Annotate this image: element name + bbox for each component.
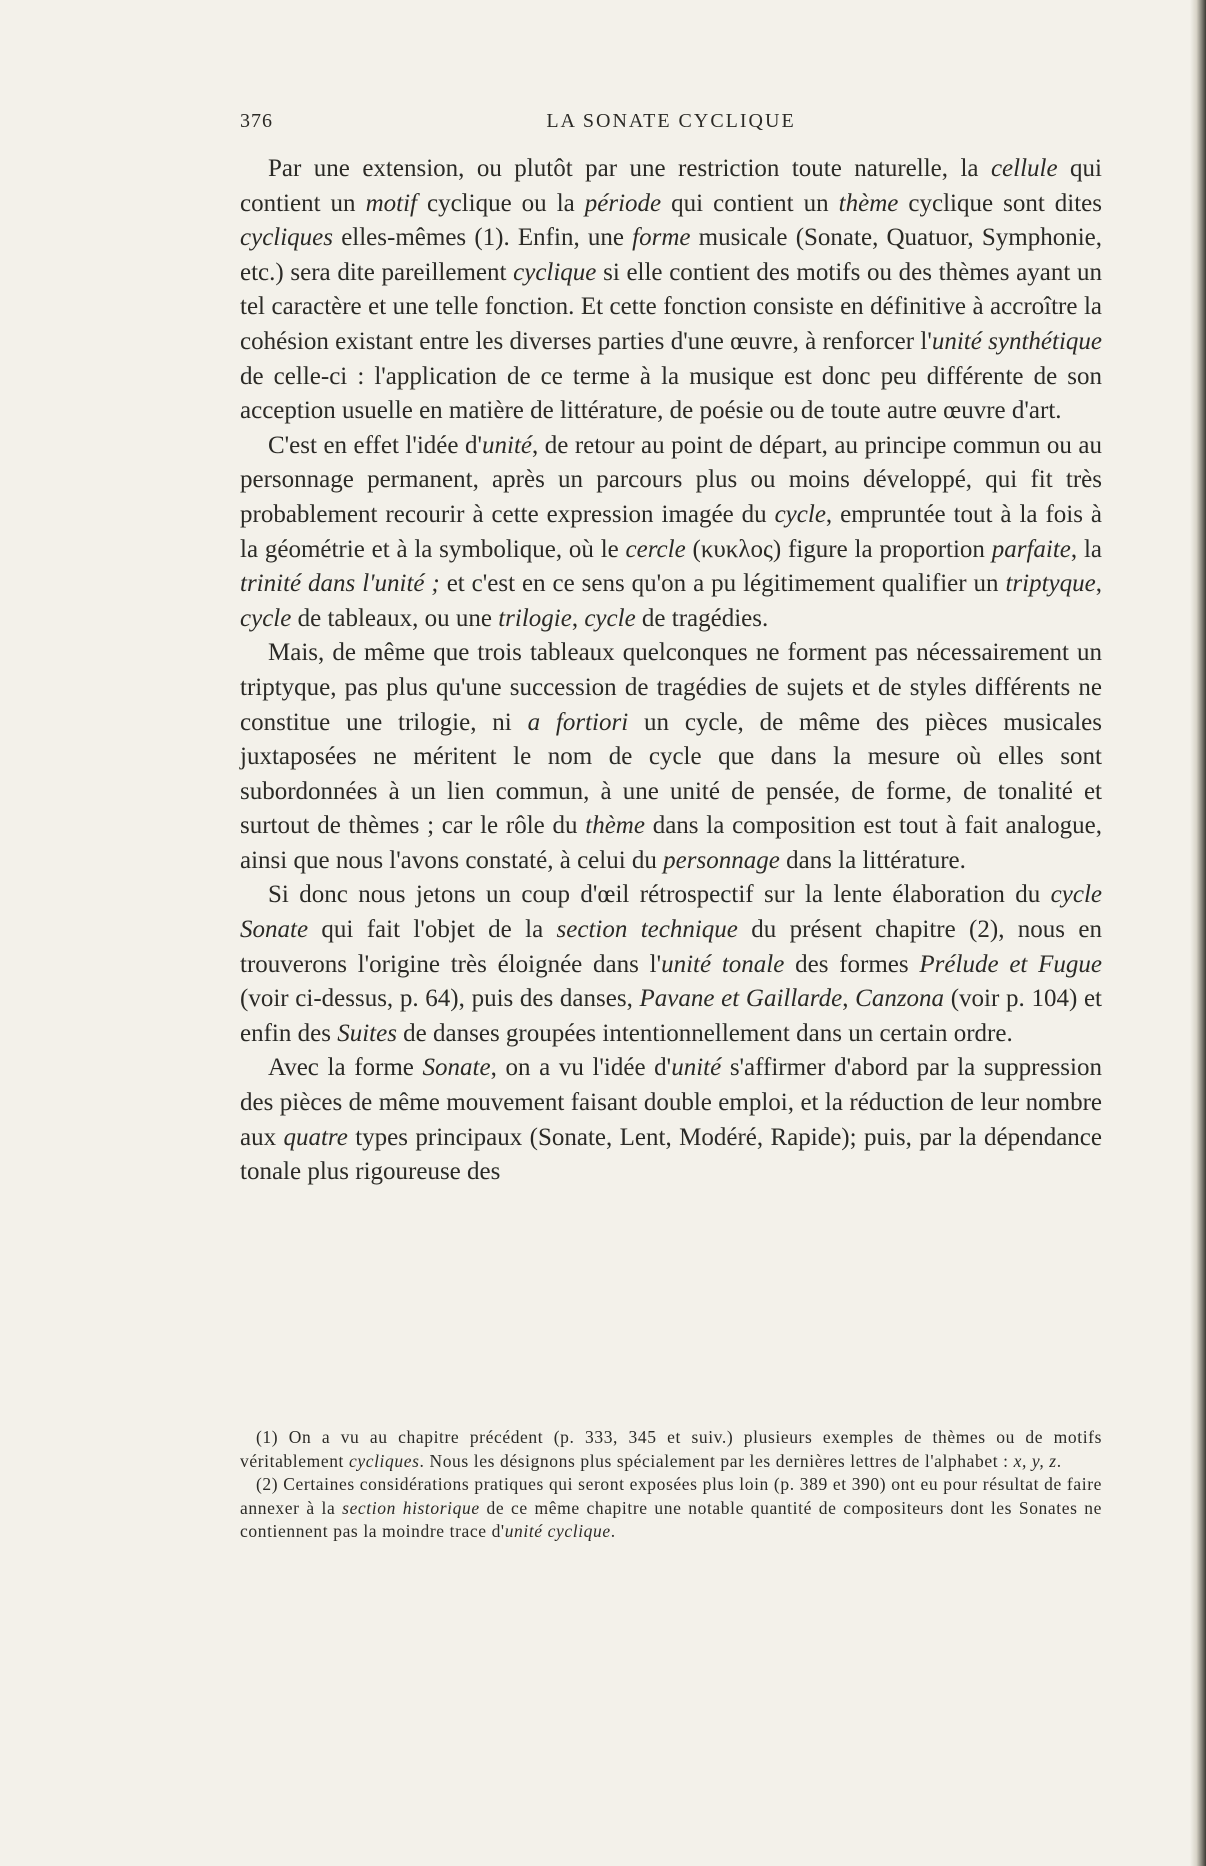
text-run: C'est en effet l'idée d': [268, 431, 482, 459]
text-run: de ce même chapitre une notable quantité de compositeurs dont les Sonates ne contiennent pas la moindre trace d': [240, 1497, 1103, 1541]
text-run: de tragédies.: [635, 604, 769, 632]
italic-run: Sonate: [422, 1054, 491, 1082]
text-run: ,: [842, 985, 856, 1013]
text-run: de tableaux, ou une: [291, 604, 499, 632]
italic-run: Canzona: [855, 985, 945, 1013]
text-run: qui contient un: [661, 189, 839, 217]
italic-run: forme: [632, 224, 691, 252]
text-run: Mais, de même que trois tableaux quelconques ne forment pas nécessairement un triptyque, pas plus qu'une succession de tragédies de sujets et de styles différents ne constitue une trilogie, ni: [240, 639, 1102, 736]
italic-run: section technique: [556, 916, 738, 944]
text-run: si elle contient des motifs ou des thèmes ayant un tel caractère et une telle fonction. Et cette fonction consiste en définitive à accroître la cohésion existant entre les diverses parties d'une œuvre, à renforcer l': [240, 258, 1102, 355]
italic-run: unité synthétique: [931, 327, 1102, 355]
text-run: (κυκλος) figure la proportion: [685, 535, 992, 563]
italic-run: unité cyclique: [504, 1521, 611, 1541]
italic-run: cellule: [990, 155, 1058, 182]
paragraph-3: [240, 636, 1102, 878]
page-header: [240, 110, 1102, 140]
text-run: elles-mêmes (1). Enfin, une: [333, 224, 633, 252]
paragraph-5: [240, 1051, 1102, 1189]
italic-run: motif: [365, 189, 417, 217]
italic-run: quatre: [283, 1123, 348, 1151]
italic-run: période: [584, 189, 662, 217]
italic-run: cycliques: [240, 224, 334, 252]
text-run: , empruntée tout à la fois à la géométrie et à la symbolique, où le: [240, 500, 1102, 563]
paragraph-4: [240, 878, 1102, 1051]
italic-run: personnage: [663, 846, 780, 874]
italic-run: cercle: [625, 535, 686, 563]
running-title: LA SONATE CYCLIQUE: [546, 110, 796, 132]
text-run: qui contient un: [240, 155, 1102, 217]
text-run: Avec la forme: [268, 1054, 423, 1082]
text-run: , la: [1070, 535, 1102, 563]
paragraph-1: [240, 152, 1102, 429]
text-run: . Nous les désignons plus spécialement par les dernières lettres de l'alphabet :: [419, 1450, 1014, 1471]
text-run: dans la littérature.: [779, 846, 966, 874]
text-run: qui fait l'objet de la: [308, 916, 557, 944]
text-run: de danses groupées intentionnellement dans un certain ordre.: [396, 1019, 1013, 1047]
footnotes: [240, 1426, 1102, 1544]
italic-run: cycle Sonate: [240, 881, 1102, 944]
italic-run: parfaite: [991, 535, 1071, 563]
italic-run: unité: [482, 431, 532, 459]
text-run: ,: [571, 604, 585, 632]
italic-run: cycle: [240, 604, 292, 632]
text-run: types principaux (Sonate, Lent, Modéré, Rapide); puis, par la dépendance tonale plus rigoureuse des: [240, 1123, 1102, 1186]
footnote-1: [240, 1426, 1102, 1473]
text-run: cyclique ou la: [416, 189, 585, 217]
text-run: Par une extension, ou plutôt par une restriction toute naturelle, la: [268, 155, 991, 182]
text-run: du présent chapitre (2), nous en trouverons l'origine très éloignée dans l': [240, 916, 1102, 978]
text-run: , de retour au point de départ, au principe commun ou au personnage permanent, après un parcours plus ou moins développé, qui fit très probablement recourir à cette expression imagée du: [240, 431, 1102, 528]
italic-run: Suites: [337, 1019, 397, 1047]
text-run: des formes: [784, 950, 920, 978]
footnote-2: [240, 1473, 1102, 1544]
italic-run: a fortiori: [527, 708, 629, 736]
italic-run: cycle: [584, 604, 636, 632]
italic-run: cycliques: [348, 1450, 420, 1471]
page-edge: [1190, 0, 1206, 1866]
text-run: Si donc nous jetons un coup d'œil rétrospectif sur la lente élaboration du: [268, 881, 1051, 909]
italic-run: triptyque: [1005, 570, 1096, 598]
italic-run: cyclique: [513, 258, 597, 286]
text-run: de celle-ci : l'application de ce terme à la musique est donc peu différente de son acception usuelle en matière de littérature, de poésie ou de toute autre œuvre d'art.: [240, 362, 1102, 425]
italic-run: thème: [585, 812, 645, 840]
text-run: ,: [1095, 570, 1102, 598]
text-run: (voir ci-dessus, p. 64), puis des danses,: [240, 985, 640, 1013]
italic-run: unité: [671, 1054, 722, 1082]
text-run: (2) Certaines considérations pratiques qui seront exposées plus loin (p. 389 et 390) ont eu pour résultat de faire annexer à la: [240, 1474, 1102, 1518]
italic-run: cycle: [774, 500, 826, 528]
text-run: (1) On a vu au chapitre précédent (p. 333, 345 et suiv.) plusieurs exemples de thèmes ou de motifs véritablement: [240, 1427, 1102, 1471]
paragraph-2: [240, 429, 1102, 637]
italic-run: Pavane et Gaillarde: [639, 985, 843, 1013]
text-run: , on a vu l'idée d': [490, 1054, 672, 1082]
text-run: s'affirmer d'abord par la suppression des pièces de même mouvement faisant double emploi, et la réduction de leur nombre aux: [240, 1054, 1102, 1151]
italic-run: thème: [838, 189, 899, 217]
text-run: dans la composition est tout à fait analogue, ainsi que nous l'avons constaté, à celui du: [240, 812, 1102, 874]
text-run: cyclique sont dites: [898, 189, 1102, 217]
italic-run: unité tonale: [661, 950, 785, 978]
italic-run: trilogie: [498, 604, 572, 632]
text-run: .: [1056, 1450, 1062, 1471]
page-number: 376: [240, 110, 273, 132]
text-run: musicale (Sonate, Quatuor, Symphonie, etc.) sera dite pareillement: [240, 224, 1102, 286]
italic-run: section historique: [342, 1497, 480, 1518]
italic-run: Prélude et Fugue: [919, 950, 1102, 978]
text-run: .: [610, 1521, 616, 1541]
text-run: et c'est en ce sens qu'on a pu légitimement qualifier un: [439, 570, 1006, 598]
italic-run: trinité dans l'unité ;: [240, 570, 440, 598]
text-run: un cycle, de même des pièces musicales juxtaposées ne méritent le nom de cycle que dans la mesure où elles sont subordonnées à un lien commun, à une unité de pensée, de forme, de tonalité et surtout de thèmes ; car le rôle du: [240, 708, 1102, 840]
text-run: (voir p. 104) et enfin des: [240, 985, 1103, 1047]
body-text: [240, 152, 1102, 1190]
italic-run: x, y, z: [1013, 1450, 1057, 1471]
